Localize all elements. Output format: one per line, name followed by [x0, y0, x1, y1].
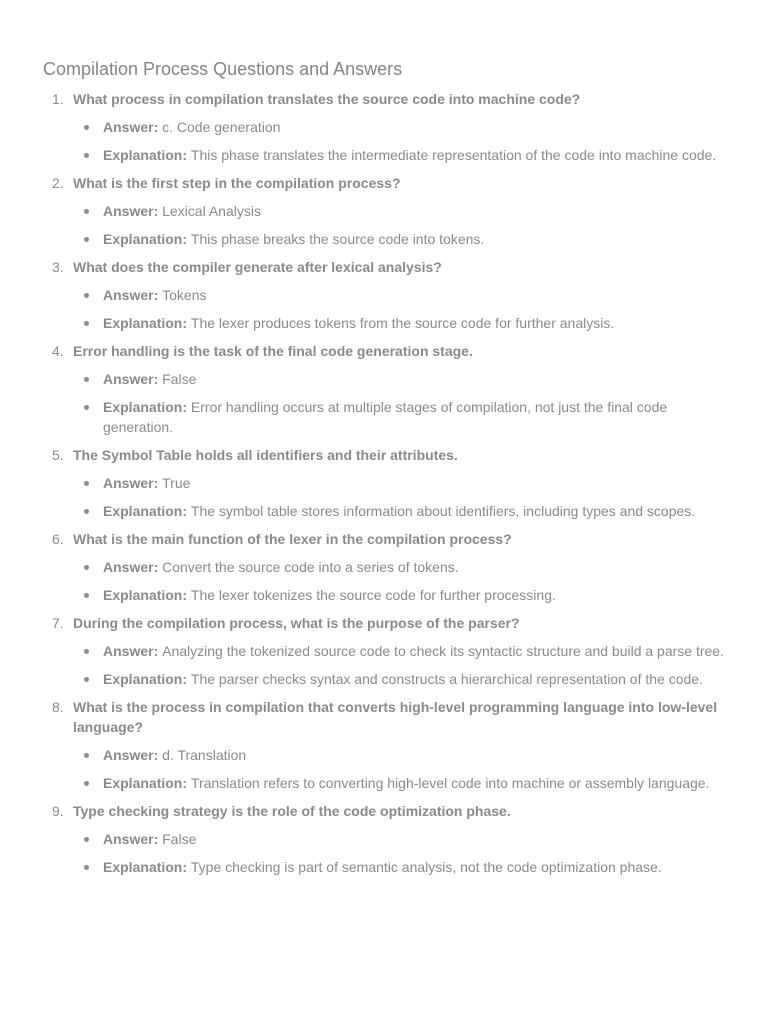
answer-label: Answer:	[103, 831, 163, 847]
answer-list	[73, 745, 728, 793]
answer-text: c. Code generation	[162, 119, 281, 135]
question-number: 2.	[52, 175, 64, 191]
answer-list	[73, 117, 728, 165]
answer-list	[73, 641, 728, 689]
answer-label: Answer:	[103, 475, 163, 491]
question-number: 5.	[52, 447, 64, 463]
bullet-icon	[84, 509, 89, 514]
answer-text: d. Translation	[162, 747, 247, 763]
bullet-icon	[84, 865, 89, 870]
question-list	[43, 89, 728, 877]
explanation-label: Explanation:	[103, 231, 191, 247]
question-item	[43, 257, 728, 333]
question-item	[43, 173, 728, 249]
explanation-label: Explanation:	[103, 399, 191, 415]
answer-list	[73, 557, 728, 605]
answer-label: Answer:	[103, 371, 163, 387]
explanation-text: Type checking is part of semantic analysis, not the code optimization phase.	[190, 859, 662, 875]
question-number: 6.	[52, 531, 64, 547]
bullet-icon	[84, 321, 89, 326]
answer-item	[73, 201, 728, 221]
answer-text: Tokens	[162, 287, 207, 303]
bullet-icon	[84, 593, 89, 598]
explanation-label: Explanation:	[103, 503, 191, 519]
explanation-item	[73, 585, 728, 605]
question-number: 7.	[52, 615, 64, 631]
bullet-icon	[84, 209, 89, 214]
explanation-text: The symbol table stores information about identifiers, including types and scopes.	[190, 503, 696, 519]
bullet-icon	[84, 781, 89, 786]
bullet-icon	[84, 753, 89, 758]
question-item	[43, 801, 728, 877]
answer-item	[73, 745, 728, 765]
answer-text: False	[162, 371, 197, 387]
answer-list	[73, 201, 728, 249]
question-item	[43, 445, 728, 521]
explanation-label: Explanation:	[103, 147, 191, 163]
bullet-icon	[84, 837, 89, 842]
answer-list	[73, 369, 728, 437]
question-number: 4.	[52, 343, 64, 359]
bullet-icon	[84, 565, 89, 570]
explanation-text: The parser checks syntax and constructs a hierarchical representation of the code.	[190, 671, 703, 687]
answer-text: Lexical Analysis	[162, 203, 261, 219]
bullet-icon	[84, 293, 89, 298]
question-number: 1.	[52, 91, 64, 107]
explanation-text: This phase translates the intermediate representation of the code into machine code.	[190, 147, 717, 163]
bullet-icon	[84, 677, 89, 682]
page-title: Compilation Process Questions and Answers	[43, 59, 403, 79]
answer-text: False	[162, 831, 197, 847]
explanation-item	[73, 313, 728, 333]
question-text: What is the first step in the compilation process?	[73, 175, 401, 191]
explanation-text: The lexer tokenizes the source code for further processing.	[190, 587, 556, 603]
question-item	[43, 529, 728, 605]
explanation-item	[73, 397, 728, 437]
question-text: The Symbol Table holds all identifiers and their attributes.	[73, 447, 458, 463]
question-text: What is the process in compilation that converts high-level programming language into low-level language?	[73, 699, 718, 735]
answer-label: Answer:	[103, 747, 163, 763]
question-text: Type checking strategy is the role of the code optimization phase.	[73, 803, 511, 819]
answer-label: Answer:	[103, 203, 163, 219]
answer-item	[73, 285, 728, 305]
explanation-label: Explanation:	[103, 671, 191, 687]
explanation-label: Explanation:	[103, 587, 191, 603]
answer-label: Answer:	[103, 559, 163, 575]
explanation-text: This phase breaks the source code into tokens.	[190, 231, 485, 247]
bullet-icon	[84, 153, 89, 158]
answer-text: Convert the source code into a series of tokens.	[162, 559, 459, 575]
explanation-item	[73, 669, 728, 689]
bullet-icon	[84, 237, 89, 242]
answer-label: Answer:	[103, 643, 163, 659]
bullet-icon	[84, 649, 89, 654]
question-item	[43, 89, 728, 165]
question-item	[43, 341, 728, 437]
question-number: 8.	[52, 699, 64, 715]
question-item	[43, 697, 728, 793]
explanation-text: Error handling occurs at multiple stages of compilation, not just the final code generation.	[103, 399, 668, 435]
question-text: What process in compilation translates the source code into machine code?	[73, 91, 581, 107]
answer-list	[73, 473, 728, 521]
question-text: What is the main function of the lexer in the compilation process?	[73, 531, 512, 547]
answer-label: Answer:	[103, 287, 163, 303]
explanation-item	[73, 773, 728, 793]
answer-item	[73, 369, 728, 389]
explanation-item	[73, 857, 728, 877]
bullet-icon	[84, 125, 89, 130]
answer-item	[73, 829, 728, 849]
answer-item	[73, 641, 728, 661]
question-number: 3.	[52, 259, 64, 275]
answer-list	[73, 829, 728, 877]
answer-label: Answer:	[103, 119, 163, 135]
question-text: During the compilation process, what is the purpose of the parser?	[73, 615, 520, 631]
question-text: What does the compiler generate after lexical analysis?	[73, 259, 442, 275]
explanation-label: Explanation:	[103, 775, 191, 791]
explanation-item	[73, 145, 728, 165]
explanation-item	[73, 229, 728, 249]
answer-item	[73, 473, 728, 493]
explanation-item	[73, 501, 728, 521]
answer-text: Analyzing the tokenized source code to check its syntactic structure and build a parse tree.	[162, 643, 724, 659]
explanation-label: Explanation:	[103, 859, 191, 875]
question-number: 9.	[52, 803, 64, 819]
explanation-text: The lexer produces tokens from the source code for further analysis.	[190, 315, 615, 331]
bullet-icon	[84, 481, 89, 486]
bullet-icon	[84, 405, 89, 410]
answer-list	[73, 285, 728, 333]
explanation-text: Translation refers to converting high-level code into machine or assembly language.	[190, 775, 710, 791]
bullet-icon	[84, 377, 89, 382]
answer-item	[73, 117, 728, 137]
answer-item	[73, 557, 728, 577]
explanation-label: Explanation:	[103, 315, 191, 331]
answer-text: True	[162, 475, 191, 491]
question-item	[43, 613, 728, 689]
question-text: Error handling is the task of the final code generation stage.	[73, 343, 473, 359]
